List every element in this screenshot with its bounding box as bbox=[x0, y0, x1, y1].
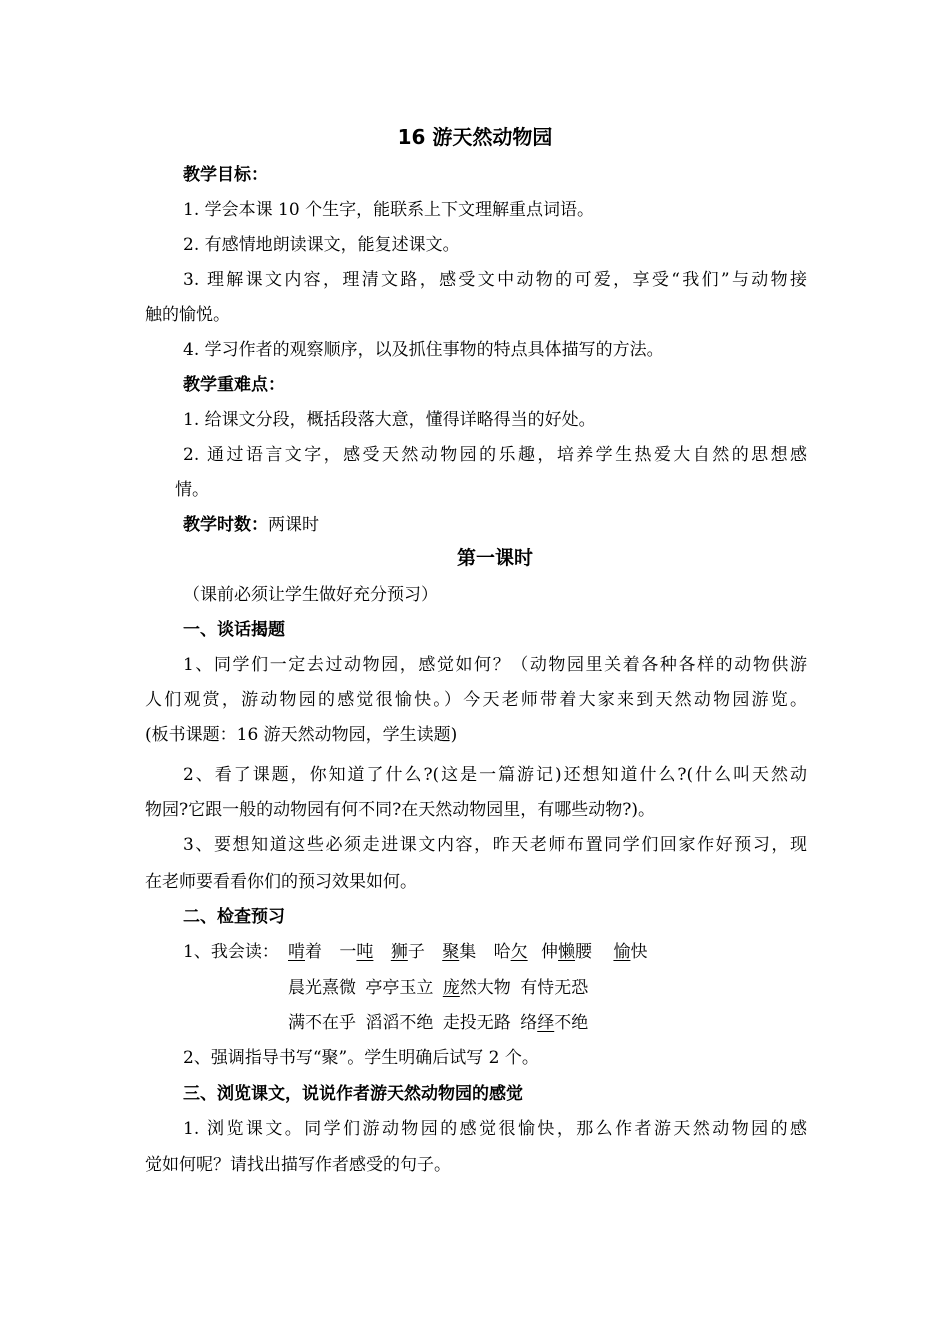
key-point-item: 2. 通过语言文字，感受天然动物园的乐趣，培养学生热爱大自然的思想感 bbox=[183, 445, 807, 465]
key-point-item: 1. 给课文分段，概括段落大意，懂得详略得当的好处。 bbox=[183, 410, 596, 430]
paragraph-line: 2、看了课题，你知道了什么?(这是一篇游记)还想知道什么?(什么叫天然动 bbox=[183, 765, 807, 785]
word: 络绎不绝 bbox=[520, 1013, 589, 1033]
word-row bbox=[288, 940, 647, 964]
word: 庞然大物 bbox=[442, 978, 511, 998]
section-heading: 一、谈话揭题 bbox=[183, 620, 285, 640]
paragraph-line: 2、强调指导书写“聚”。学生明确后试写 2 个。 bbox=[183, 1048, 539, 1068]
paragraph-line: 物园?它跟一般的动物园有何不同?在天然动物园里，有哪些动物?)。 bbox=[145, 800, 655, 820]
read-label: 1、我会读： bbox=[183, 942, 279, 962]
goal-item: 4. 学习作者的观察顺序，以及抓住事物的特点具体描写的方法。 bbox=[183, 340, 664, 360]
paragraph-line: 1、同学们一定去过动物园，感觉如何？（动物园里关着各种各样的动物供游 bbox=[183, 655, 807, 675]
key-point-item-continued: 情。 bbox=[175, 480, 209, 500]
word: 滔滔不绝 bbox=[365, 1013, 434, 1033]
word: 狮子 bbox=[390, 942, 425, 962]
word: 亭亭玉立 bbox=[365, 978, 434, 998]
word: 晨光熹微 bbox=[288, 978, 356, 998]
word: 一吨 bbox=[339, 942, 374, 962]
word: 啃着 bbox=[288, 942, 322, 962]
document-title: 16 游天然动物园 bbox=[397, 125, 553, 149]
paragraph-line: 在老师要看看你们的预习效果如何。 bbox=[145, 872, 417, 892]
goal-item: 3. 理解课文内容，理清文路，感受文中动物的可爱，享受“我们”与动物接 bbox=[183, 270, 807, 290]
paragraph-line: 人们观赏，游动物园的感觉很愉快。）今天老师带着大家来到天然动物园游览。 bbox=[145, 690, 807, 710]
word: 聚集 bbox=[442, 942, 477, 962]
word: 有恃无恐 bbox=[520, 978, 589, 998]
goal-item-continued: 触的愉悦。 bbox=[145, 305, 230, 325]
goal-item: 2. 有感情地朗读课文，能复述课文。 bbox=[183, 235, 460, 255]
teaching-hours-label: 教学时数： bbox=[183, 515, 268, 535]
lesson-title: 第一课时 bbox=[456, 547, 533, 569]
paragraph-line: 觉如何呢？请找出描写作者感受的句子。 bbox=[145, 1155, 451, 1175]
word: 走投无路 bbox=[442, 1013, 511, 1033]
teaching-hours bbox=[183, 513, 319, 537]
word: 愉快 bbox=[613, 942, 648, 962]
word: 满不在乎 bbox=[288, 1013, 356, 1033]
goal-item: 1. 学会本课 10 个生字，能联系上下文理解重点词语。 bbox=[183, 200, 595, 220]
key-points-heading: 教学重难点： bbox=[183, 375, 285, 395]
paragraph-line: (板书课题：16 游天然动物园，学生读题) bbox=[145, 725, 458, 745]
word: 哈欠 bbox=[493, 942, 528, 962]
section-heading: 三、浏览课文，说说作者游天然动物园的感觉 bbox=[183, 1084, 523, 1104]
preview-note: （课前必须让学生做好充分预习） bbox=[183, 585, 438, 605]
word-row bbox=[288, 1011, 588, 1035]
teaching-hours-value: 两课时 bbox=[268, 515, 319, 535]
paragraph-line: 1. 浏览课文。同学们游动物园的感觉很愉快，那么作者游天然动物园的感 bbox=[183, 1119, 807, 1139]
paragraph-line: 3、要想知道这些必须走进课文内容，昨天老师布置同学们回家作好预习，现 bbox=[183, 835, 807, 855]
section-heading: 二、检查预习 bbox=[183, 907, 285, 927]
word-row bbox=[288, 976, 588, 1000]
goals-heading: 教学目标： bbox=[183, 165, 268, 185]
word: 伸懒腰 bbox=[541, 942, 593, 962]
